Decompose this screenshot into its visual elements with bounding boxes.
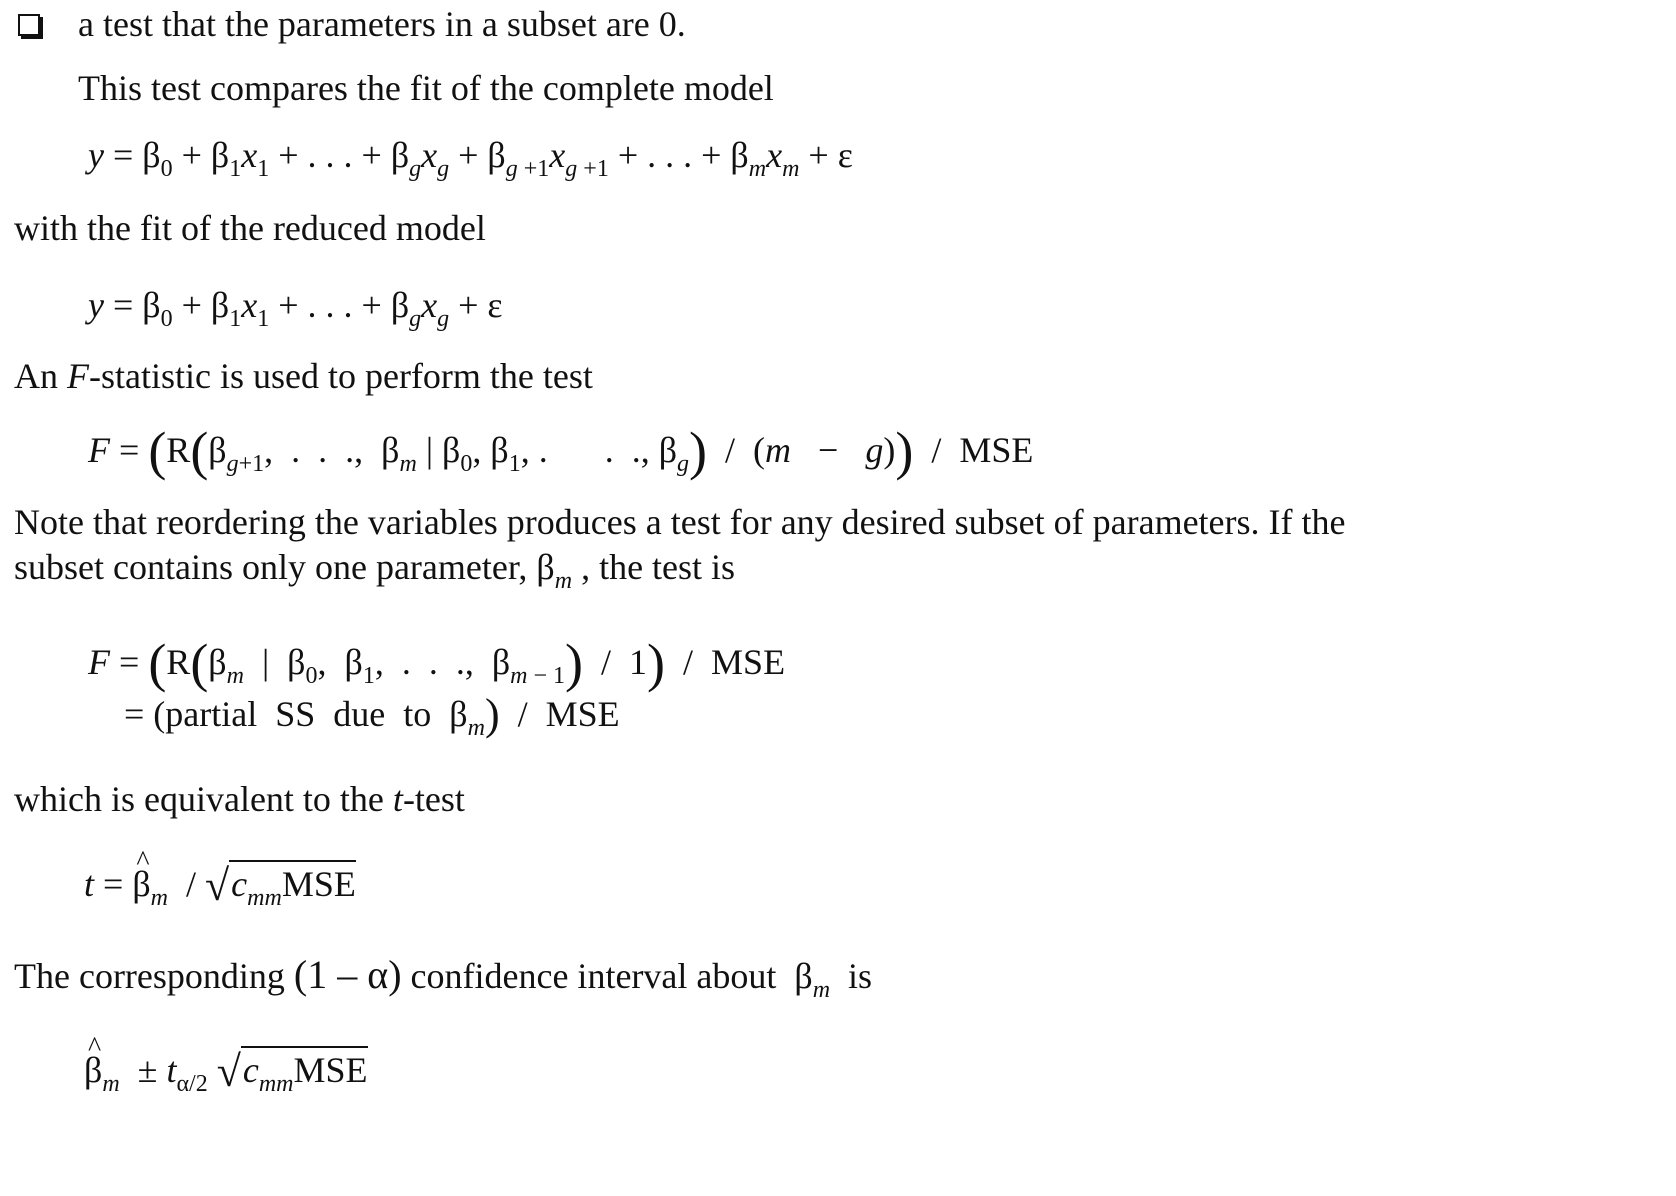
reduced-intro-text: with the fit of the reduced model (14, 208, 486, 248)
fstat-intro-suffix: -statistic is used to perform the test (89, 356, 593, 396)
mse-label: MSE (545, 694, 620, 734)
f-single-equation-line-1: $F = (R(\beta_m$ | $\beta_0$, $\beta_1$, . . ., $\beta_{m - 1}) / 1$) / MSE (88, 633, 786, 693)
ttest-intro-suffix: -test (402, 779, 465, 819)
word-partial: partial (165, 694, 258, 734)
note-line-2-prefix: subset contains only one parameter, (14, 547, 537, 587)
fstat-intro-text (14, 354, 593, 398)
f-single-equation-line-2: = (partial SS due to $\beta_m$) / MSE (124, 690, 620, 741)
reduced-model-equation (88, 283, 503, 332)
note-line-1: Note that reordering the variables produces a test for any desired subset of parameters. If the (14, 502, 1346, 542)
ttest-intro-var: t (392, 779, 403, 819)
ttest-intro-prefix: which is equivalent to the (14, 779, 393, 819)
compares-text: This test compares the fit of the complete model (78, 68, 774, 108)
ci-intro-prefix: The corresponding (14, 956, 285, 996)
ci-alpha-expr: (1 – α) (293, 952, 402, 997)
note-line-2-suffix: , the test is (572, 547, 736, 587)
ci-intro-text: The corresponding (1 – α) confidence interval about $\beta_m$ is (14, 952, 873, 1003)
word-due: due (333, 694, 386, 734)
word-to: to (403, 694, 432, 734)
ci-sqrt-symbol: $√c_{mm}MSE$ (216, 1047, 368, 1097)
bullet-text: a test that the parameters in a subset are 0. (78, 4, 686, 44)
checkbox-bullet-icon (18, 14, 40, 36)
complete-model-equation (88, 133, 853, 182)
ci-formula-mse: MSE (293, 1050, 368, 1090)
f-subset-equation: $F = (R(\beta_{g+1}$, . . ., $\beta_m$ | $\beta_0$, $\beta_1$, . . ., $\beta_g) / (m - g)$) / MSE (88, 421, 1034, 481)
note-line-2: subset contains only one parameter, $\beta_m$ , the test is (14, 547, 736, 594)
sqrt-symbol: $√c_{mm}MSE$ (205, 861, 356, 911)
ttest-intro-text (14, 777, 465, 821)
fstat-intro-var: F (67, 356, 89, 396)
ci-intro-middle: confidence interval about (410, 956, 777, 996)
ci-intro-suffix: is (848, 956, 873, 996)
t-stat-equation: t = ^ $\beta_m / √c_{mm}MSE$ (84, 862, 356, 908)
ci-formula: ^ $\beta_m \pm t_{\alpha/2}$ $√c_{mm}MSE$ (84, 1048, 368, 1094)
t-stat-mse: MSE (281, 864, 356, 904)
fstat-intro-prefix: An (14, 356, 67, 396)
reduced-model-formula: $y = \beta_0 + \beta_1x_1$ + . . . + $\beta_gx_g + \varepsilon$ (88, 285, 503, 332)
complete-model-formula: $y = \beta_0 + \beta_1x_1$ + . . . + $\beta_gx_g + \beta_{g +1}x_{g +1}$ + . . . + $\beta_mx_m + \varepsilon$ (88, 135, 853, 182)
word-ss: SS (275, 694, 316, 734)
